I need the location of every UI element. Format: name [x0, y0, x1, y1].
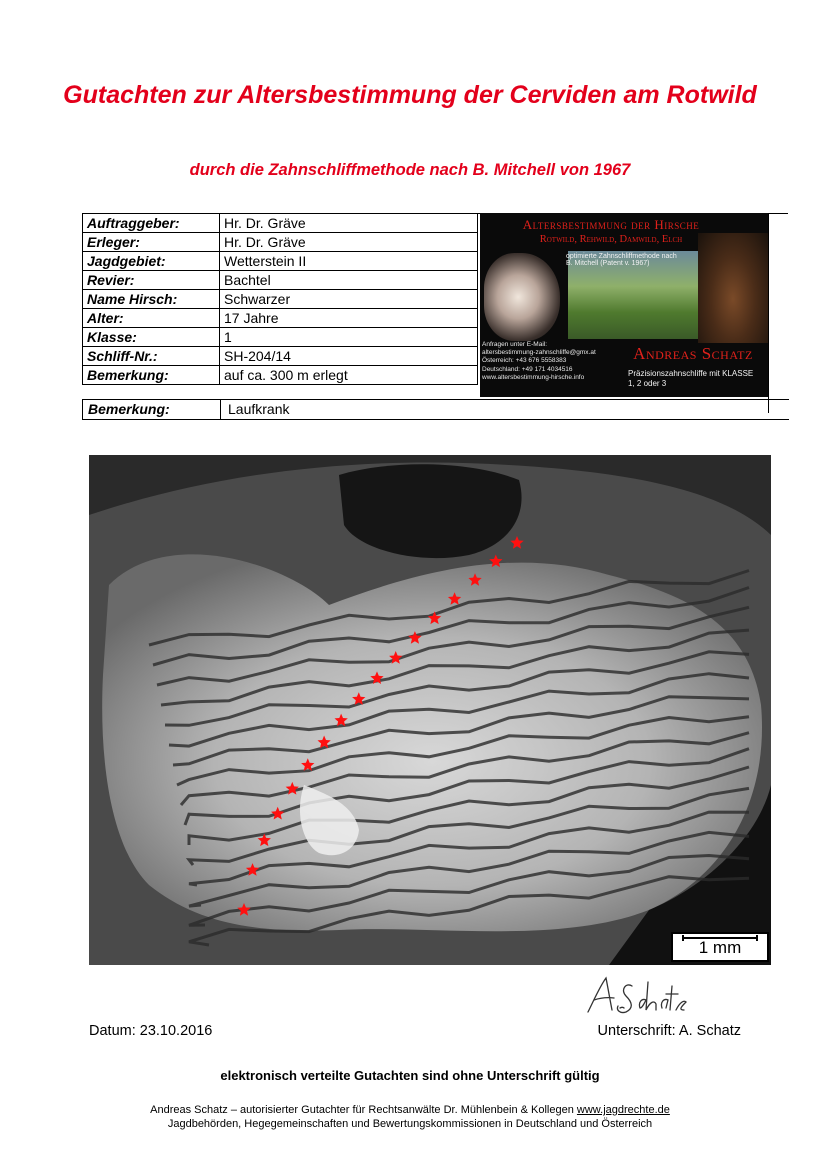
scale-label: 1 mm — [698, 938, 742, 957]
column-divider — [220, 400, 221, 419]
scale-bar — [671, 932, 769, 962]
banner-method-line: optimierte Zahnschliffmethode nach — [566, 253, 677, 260]
row-label: Name Hirsch: — [83, 290, 220, 309]
handwritten-signature — [580, 972, 690, 1020]
table-row — [83, 252, 478, 271]
banner-method-line: B. Mitchell (Patent v. 1967) — [566, 260, 650, 267]
row-value: Bachtel — [220, 271, 478, 290]
footer — [40, 1103, 780, 1131]
validity-notice: elektronisch verteilte Gutachten sind ohne Unterschrift gültig — [220, 1068, 600, 1083]
info-table — [82, 213, 478, 385]
banner-title: Altersbestimmung der Hirsche — [522, 217, 700, 232]
footer-text: Andreas Schatz – autorisierter Gutachter für Rechtsanwälte Dr. Mühlenbein & Kollegen — [150, 1104, 577, 1116]
row-value: Hr. Dr. Gräve — [220, 214, 478, 233]
report-subtitle: durch die Zahnschliffmethode nach B. Mitchell von 1967 — [189, 161, 631, 179]
banner-contact — [482, 341, 632, 382]
contact-website: www.altersbestimmung-hirsche.info — [482, 373, 585, 381]
contact-email: altersbestimmung-zahnschliffe@gmx.at — [482, 349, 596, 357]
advertising-banner — [480, 213, 768, 397]
row-label: Schliff-Nr.: — [83, 347, 220, 366]
table-row — [83, 214, 478, 233]
table-row — [83, 271, 478, 290]
contact-phone-at: Österreich: +43 676 5558383 — [482, 357, 567, 365]
banner-claim-line: Präzisionszahnschliffe mit KLASSE — [628, 369, 754, 378]
table-row-remark — [82, 399, 789, 420]
table-row — [83, 290, 478, 309]
red-deer-image — [698, 233, 768, 343]
report-date: Datum: 23.10.2016 — [89, 1023, 213, 1039]
row-value: 1 — [220, 328, 478, 347]
banner-claim-line: 1, 2 oder 3 — [628, 379, 667, 388]
row-value: SH-204/14 — [220, 347, 478, 366]
table-row — [83, 233, 478, 252]
tooth-micrograph — [89, 455, 771, 965]
row-value: Hr. Dr. Gräve — [220, 233, 478, 252]
row-label: Auftraggeber: — [83, 214, 220, 233]
row-label: Alter: — [83, 309, 220, 328]
row-label: Revier: — [83, 271, 220, 290]
contact-intro: Anfragen unter E-Mail: — [482, 341, 548, 348]
row-value: Laufkrank — [228, 401, 290, 417]
row-label: Bemerkung: — [83, 366, 220, 385]
banner-claim — [628, 369, 763, 389]
row-value: 17 Jahre — [220, 309, 478, 328]
footer-line-2: Jagdbehörden, Hegegemeinschaften und Bewertungskommissionen in Deutschland und Österreich — [167, 1118, 653, 1130]
row-value: auf ca. 300 m erlegt — [220, 366, 478, 385]
report-title: Gutachten zur Altersbestimmung der Cerviden am Rotwild — [63, 81, 757, 109]
footer-line-1 — [40, 1103, 780, 1117]
table-border-right — [768, 213, 769, 413]
row-label: Erleger: — [83, 233, 220, 252]
row-value: Wetterstein II — [220, 252, 478, 271]
row-label: Jagdgebiet: — [83, 252, 220, 271]
banner-method — [566, 253, 686, 267]
micrograph-image — [89, 455, 771, 965]
table-row — [83, 347, 478, 366]
row-value: Schwarzer — [220, 290, 478, 309]
banner-name: Andreas Schatz — [633, 344, 753, 363]
tooth-section-image — [484, 253, 560, 341]
signature-label: Unterschrift: A. Schatz — [597, 1023, 741, 1039]
banner-subtitle: Rotwild, Rehwild, Damwild, Elch — [539, 234, 683, 245]
row-label: Bemerkung: — [88, 401, 170, 417]
table-row — [83, 328, 478, 347]
row-label: Klasse: — [83, 328, 220, 347]
table-row — [83, 366, 478, 385]
footer-link[interactable]: www.jagdrechte.de — [576, 1104, 670, 1116]
table-row — [83, 309, 478, 328]
contact-phone-de: Deutschland: +49 171 4034516 — [482, 365, 573, 373]
